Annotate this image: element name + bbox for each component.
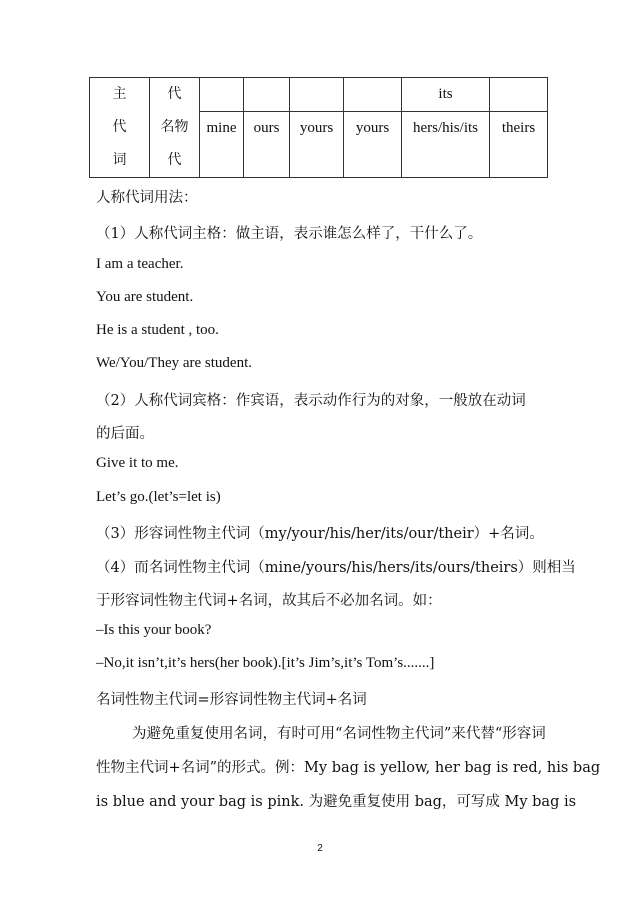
table-cell: mine bbox=[200, 112, 244, 178]
paragraph-line: 性物主代词+名词”的形式。例：My bag is yellow, her bag is red, his bag bbox=[96, 760, 601, 776]
table-cell bbox=[344, 78, 402, 112]
section-heading: 人称代词用法： bbox=[96, 190, 198, 206]
example-sentence: Let’s go.(let’s=let is) bbox=[96, 489, 221, 505]
example-sentence: We/You/They are student. bbox=[96, 355, 252, 371]
pronoun-table bbox=[89, 77, 548, 178]
table-cell-label: 主 代 词 bbox=[90, 78, 150, 178]
paragraph-line: 于形容词性物主代词+名词，故其后不必加名词。如： bbox=[96, 593, 442, 609]
table-cell bbox=[200, 78, 244, 112]
example-sentence: Give it to me. bbox=[96, 455, 179, 471]
table-cell: its bbox=[402, 78, 490, 112]
table-cell bbox=[290, 78, 344, 112]
table-cell bbox=[244, 78, 290, 112]
example-sentence: He is a student , too. bbox=[96, 322, 219, 338]
table-cell bbox=[490, 78, 548, 112]
paragraph-line: （2）人称代词宾格：作宾语，表示动作行为的对象，一般放在动词 bbox=[96, 393, 526, 409]
table-cell: ours bbox=[244, 112, 290, 178]
table-cell-label: 代 名物 代 bbox=[150, 78, 200, 178]
example-sentence: You are student. bbox=[96, 289, 194, 305]
paragraph-line: （4）而名词性物主代词（mine/yours/his/hers/its/ours/theirs）则相当 bbox=[96, 560, 576, 576]
paragraph-line: （3）形容词性物主代词（my/your/his/her/its/our/their）+名词。 bbox=[96, 526, 544, 542]
paragraph-line: 为避免重复使用名词，有时可用“名词性物主代词”来代替“形容词 bbox=[132, 726, 546, 742]
table-cell: yours bbox=[290, 112, 344, 178]
paragraph-line: is blue and your bag is pink. 为避免重复使用 bag，可写成 My bag is bbox=[96, 794, 577, 810]
page-number: 2 bbox=[317, 843, 323, 854]
paragraph-line: （1）人称代词主格：做主语，表示谁怎么样了，干什么了。 bbox=[96, 226, 483, 242]
table-cell: hers/his/its bbox=[402, 112, 490, 178]
table-cell: yours bbox=[344, 112, 402, 178]
table-row bbox=[90, 78, 548, 112]
paragraph-line: 的后面。 bbox=[96, 426, 154, 442]
example-sentence: –Is this your book? bbox=[96, 622, 212, 638]
formula-line: 名词性物主代词=形容词性物主代词+名词 bbox=[96, 692, 367, 708]
table-cell: theirs bbox=[490, 112, 548, 178]
example-sentence: –No,it isn’t,it’s hers(her book).[it’s Jim’s,it’s Tom’s.......] bbox=[96, 655, 435, 671]
example-sentence: I am a teacher. bbox=[96, 256, 184, 272]
